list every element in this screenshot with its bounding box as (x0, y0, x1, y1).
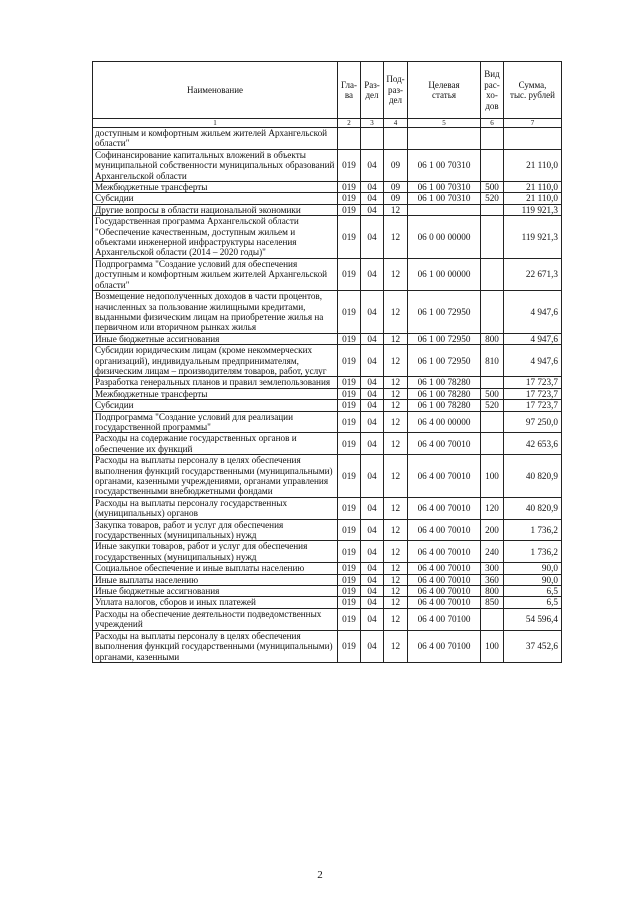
row-subsection-cell: 12 (384, 541, 408, 563)
row-name-cell: Государственная программа Архангельской области "Обеспечение качественным, доступным жильем и объектами инженерной инфраструктуры населения Архангельской области (2014 – 2020 годы)" (93, 216, 338, 259)
row-section-cell: 04 (361, 149, 384, 181)
row-chapter-cell: 019 (338, 574, 361, 585)
row-chapter-cell: 019 (338, 497, 361, 519)
row-type-cell (481, 149, 504, 181)
header-name (93, 62, 338, 119)
row-sum-cell: 42 653,6 (504, 433, 562, 455)
row-subsection-cell: 12 (384, 586, 408, 597)
row-name-cell: Расходы на выплаты персоналу государственных (муниципальных) органов (93, 497, 338, 519)
row-section-cell (361, 128, 384, 150)
budget-table (92, 61, 562, 663)
header-name-text: Наименование (186, 84, 244, 95)
row-chapter-cell: 019 (338, 388, 361, 399)
row-name-cell: Другие вопросы в области национальной экономики (93, 204, 338, 215)
table-row (93, 258, 562, 290)
row-sum-cell: 4 947,6 (504, 333, 562, 344)
row-sum-cell: 40 820,9 (504, 497, 562, 519)
row-chapter-cell: 019 (338, 193, 361, 204)
row-target-cell: 06 4 00 70010 (408, 574, 481, 585)
row-subsection-cell: 09 (384, 149, 408, 181)
row-chapter-cell: 019 (338, 411, 361, 433)
row-name-cell: Подпрограмма "Создание условий для обеспечения доступным и комфортным жильем жителей Архангельской области" (93, 258, 338, 290)
row-chapter-cell: 019 (338, 377, 361, 388)
row-sum-cell (504, 128, 562, 150)
row-subsection-cell: 12 (384, 630, 408, 662)
row-target-cell (408, 128, 481, 150)
row-type-cell: 360 (481, 574, 504, 585)
row-target-cell: 06 4 00 70100 (408, 630, 481, 662)
table-row (93, 519, 562, 541)
col-number: 7 (504, 119, 562, 128)
row-type-cell: 500 (481, 388, 504, 399)
row-subsection-cell: 09 (384, 182, 408, 193)
row-name-cell: Расходы на содержание государственных органов и обеспечение их функций (93, 433, 338, 455)
header-target-text: Целевая статья (428, 79, 460, 100)
row-section-cell: 04 (361, 345, 384, 377)
row-target-cell: 06 1 00 72950 (408, 291, 481, 334)
table-row (93, 541, 562, 563)
row-subsection-cell: 12 (384, 377, 408, 388)
row-target-cell: 06 1 00 78280 (408, 388, 481, 399)
row-section-cell: 04 (361, 216, 384, 259)
row-target-cell (408, 204, 481, 215)
row-section-cell: 04 (361, 291, 384, 334)
row-chapter-cell: 019 (338, 586, 361, 597)
row-section-cell: 04 (361, 630, 384, 662)
row-name-cell: Иные бюджетные ассигнования (93, 333, 338, 344)
row-sum-cell: 90,0 (504, 574, 562, 585)
row-name-cell: Разработка генеральных планов и правил землепользования (93, 377, 338, 388)
row-name-cell: Уплата налогов, сборов и иных платежей (93, 597, 338, 608)
row-subsection-cell: 12 (384, 574, 408, 585)
table-row (93, 563, 562, 574)
row-type-cell: 500 (481, 182, 504, 193)
row-subsection-cell: 12 (384, 563, 408, 574)
row-sum-cell: 17 723,7 (504, 377, 562, 388)
table-row (93, 630, 562, 662)
row-type-cell (481, 258, 504, 290)
table-row (93, 345, 562, 377)
row-target-cell: 06 1 00 78280 (408, 377, 481, 388)
row-subsection-cell (384, 128, 408, 150)
row-target-cell: 06 4 00 70010 (408, 597, 481, 608)
row-section-cell: 04 (361, 258, 384, 290)
row-sum-cell: 40 820,9 (504, 455, 562, 498)
header-subsection (384, 62, 408, 119)
row-type-cell (481, 204, 504, 215)
table-row (93, 574, 562, 585)
row-type-cell: 300 (481, 563, 504, 574)
row-name-cell: Расходы на обеспечение деятельности подведомственных учреждений (93, 608, 338, 630)
row-sum-cell: 21 110,0 (504, 149, 562, 181)
col-number: 3 (361, 119, 384, 128)
row-target-cell: 06 4 00 70100 (408, 608, 481, 630)
row-subsection-cell: 12 (384, 411, 408, 433)
header-subsection-text: Под- раз- дел (386, 74, 405, 106)
row-name-cell: Социальное обеспечение и иные выплаты населению (93, 563, 338, 574)
row-type-cell (481, 608, 504, 630)
row-subsection-cell: 12 (384, 455, 408, 498)
row-target-cell: 06 1 00 70310 (408, 149, 481, 181)
row-subsection-cell: 12 (384, 216, 408, 259)
row-section-cell: 04 (361, 333, 384, 344)
row-section-cell: 04 (361, 563, 384, 574)
table-row (93, 586, 562, 597)
column-number-row (93, 119, 562, 128)
table-row (93, 455, 562, 498)
row-target-cell: 06 4 00 00000 (408, 411, 481, 433)
row-subsection-cell: 12 (384, 433, 408, 455)
row-chapter-cell: 019 (338, 519, 361, 541)
row-subsection-cell: 12 (384, 345, 408, 377)
col-number: 2 (338, 119, 361, 128)
row-type-cell: 240 (481, 541, 504, 563)
row-sum-cell: 119 921,3 (504, 216, 562, 259)
row-subsection-cell: 12 (384, 400, 408, 411)
col-number: 4 (384, 119, 408, 128)
row-subsection-cell: 12 (384, 608, 408, 630)
row-type-cell (481, 291, 504, 334)
row-target-cell: 06 1 00 78280 (408, 400, 481, 411)
row-chapter-cell: 019 (338, 204, 361, 215)
row-section-cell: 04 (361, 455, 384, 498)
row-name-cell: Расходы на выплаты персоналу в целях обеспечения выполнения функций государственными (муниципальными) органами, казенными (93, 630, 338, 662)
row-type-cell: 120 (481, 497, 504, 519)
row-sum-cell: 6,5 (504, 586, 562, 597)
table-row (93, 433, 562, 455)
row-section-cell: 04 (361, 541, 384, 563)
row-sum-cell: 4 947,6 (504, 291, 562, 334)
row-chapter-cell: 019 (338, 563, 361, 574)
row-chapter-cell: 019 (338, 400, 361, 411)
row-name-cell: Иные выплаты населению (93, 574, 338, 585)
row-type-cell (481, 128, 504, 150)
table-row (93, 377, 562, 388)
row-chapter-cell: 019 (338, 630, 361, 662)
row-section-cell: 04 (361, 574, 384, 585)
row-sum-cell: 54 596,4 (504, 608, 562, 630)
row-type-cell: 800 (481, 586, 504, 597)
row-section-cell: 04 (361, 182, 384, 193)
header-sum-text: Сумма, тыс. рублей (510, 79, 555, 100)
row-subsection-cell: 09 (384, 193, 408, 204)
row-type-cell (481, 411, 504, 433)
row-target-cell: 06 4 00 70010 (408, 563, 481, 574)
row-chapter-cell: 019 (338, 455, 361, 498)
row-target-cell: 06 4 00 70010 (408, 497, 481, 519)
row-type-cell: 800 (481, 333, 504, 344)
row-name-cell: Межбюджетные трансферты (93, 182, 338, 193)
row-chapter-cell: 019 (338, 291, 361, 334)
row-sum-cell: 1 736,2 (504, 519, 562, 541)
row-section-cell: 04 (361, 519, 384, 541)
row-target-cell: 06 1 00 70310 (408, 182, 481, 193)
table-row (93, 497, 562, 519)
row-section-cell: 04 (361, 400, 384, 411)
row-sum-cell: 6,5 (504, 597, 562, 608)
row-sum-cell: 119 921,3 (504, 204, 562, 215)
row-type-cell (481, 216, 504, 259)
row-sum-cell: 37 452,6 (504, 630, 562, 662)
row-sum-cell: 22 671,3 (504, 258, 562, 290)
row-type-cell: 100 (481, 455, 504, 498)
row-target-cell: 06 4 00 70010 (408, 519, 481, 541)
row-type-cell: 520 (481, 193, 504, 204)
row-type-cell: 810 (481, 345, 504, 377)
row-sum-cell: 1 736,2 (504, 541, 562, 563)
row-section-cell: 04 (361, 388, 384, 399)
row-section-cell: 04 (361, 608, 384, 630)
row-name-cell: Возмещение недополученных доходов в части процентов, начисленных за пользование жилищными кредитами, выданными физическим лицам на приобретение жилья на первичном или вторичном рынках жилья (93, 291, 338, 334)
row-type-cell: 100 (481, 630, 504, 662)
row-name-cell: Субсидии юридическим лицам (кроме некоммерческих организаций), индивидуальным предпринимателям, физическим лицам – производителям товаров, работ, услуг (93, 345, 338, 377)
row-subsection-cell: 12 (384, 291, 408, 334)
row-section-cell: 04 (361, 597, 384, 608)
header-section (361, 62, 384, 119)
row-chapter-cell: 019 (338, 216, 361, 259)
row-chapter-cell: 019 (338, 608, 361, 630)
header-type (481, 62, 504, 119)
row-section-cell: 04 (361, 193, 384, 204)
row-target-cell: 06 1 00 70310 (408, 193, 481, 204)
row-name-cell: Иные бюджетные ассигнования (93, 586, 338, 597)
row-section-cell: 04 (361, 497, 384, 519)
row-type-cell: 850 (481, 597, 504, 608)
row-section-cell: 04 (361, 586, 384, 597)
row-subsection-cell: 12 (384, 497, 408, 519)
row-target-cell: 06 4 00 70010 (408, 586, 481, 597)
row-target-cell: 06 4 00 70010 (408, 541, 481, 563)
row-section-cell: 04 (361, 411, 384, 433)
row-subsection-cell: 12 (384, 519, 408, 541)
row-subsection-cell: 12 (384, 258, 408, 290)
row-name-cell: Межбюджетные трансферты (93, 388, 338, 399)
col-number: 5 (408, 119, 481, 128)
row-chapter-cell: 019 (338, 149, 361, 181)
header-row (93, 62, 562, 119)
header-chapter-text: Гла- ва (340, 79, 357, 100)
col-number: 6 (481, 119, 504, 128)
row-name-cell: Субсидии (93, 400, 338, 411)
col-number: 1 (93, 119, 338, 128)
row-sum-cell: 97 250,0 (504, 411, 562, 433)
row-type-cell: 520 (481, 400, 504, 411)
header-section-text: Раз- дел (364, 79, 380, 100)
row-sum-cell: 21 110,0 (504, 193, 562, 204)
table-body (93, 128, 562, 663)
budget-table-sheet (92, 61, 558, 663)
row-chapter-cell: 019 (338, 345, 361, 377)
row-chapter-cell: 019 (338, 597, 361, 608)
table-row (93, 216, 562, 259)
table-row (93, 400, 562, 411)
row-sum-cell: 21 110,0 (504, 182, 562, 193)
table-row (93, 597, 562, 608)
row-type-cell (481, 433, 504, 455)
row-name-cell: доступным и комфортным жильем жителей Архангельской области" (93, 128, 338, 150)
table-row (93, 149, 562, 181)
table-row (93, 608, 562, 630)
row-chapter-cell: 019 (338, 258, 361, 290)
row-sum-cell: 4 947,6 (504, 345, 562, 377)
row-target-cell: 06 1 00 72950 (408, 333, 481, 344)
table-row (93, 291, 562, 334)
row-name-cell: Расходы на выплаты персоналу в целях обеспечения выполнения функций государственными (муниципальными) органами, казенными учреждениями, органами управления государственными внебюджетными фондами (93, 455, 338, 498)
row-type-cell (481, 377, 504, 388)
row-name-cell: Закупка товаров, работ и услуг для обеспечения государственных (муниципальных) нужд (93, 519, 338, 541)
table-row (93, 193, 562, 204)
row-subsection-cell: 12 (384, 204, 408, 215)
row-chapter-cell: 019 (338, 541, 361, 563)
row-chapter-cell (338, 128, 361, 150)
row-subsection-cell: 12 (384, 388, 408, 399)
row-target-cell: 06 1 00 72950 (408, 345, 481, 377)
row-target-cell: 06 4 00 70010 (408, 433, 481, 455)
row-name-cell: Субсидии (93, 193, 338, 204)
row-target-cell: 06 4 00 70010 (408, 455, 481, 498)
row-sum-cell: 17 723,7 (504, 400, 562, 411)
table-row (93, 411, 562, 433)
row-chapter-cell: 019 (338, 182, 361, 193)
row-type-cell: 200 (481, 519, 504, 541)
row-name-cell: Иные закупки товаров, работ и услуг для обеспечения государственных (муниципальных) нужд (93, 541, 338, 563)
table-row (93, 388, 562, 399)
table-row (93, 204, 562, 215)
table-row (93, 128, 562, 150)
header-target (408, 62, 481, 119)
row-sum-cell: 90,0 (504, 563, 562, 574)
row-section-cell: 04 (361, 204, 384, 215)
table-row (93, 333, 562, 344)
row-name-cell: Софинансирование капитальных вложений в объекты муниципальной собственности муниципальных образований Архангельской области (93, 149, 338, 181)
row-chapter-cell: 019 (338, 333, 361, 344)
row-target-cell: 06 1 00 00000 (408, 258, 481, 290)
row-target-cell: 06 0 00 00000 (408, 216, 481, 259)
row-sum-cell: 17 723,7 (504, 388, 562, 399)
row-name-cell: Подпрограмма "Создание условий для реализации государственной программы" (93, 411, 338, 433)
row-subsection-cell: 12 (384, 597, 408, 608)
row-subsection-cell: 12 (384, 333, 408, 344)
header-chapter (338, 62, 361, 119)
header-type-text: Вид рас- хо- дов (484, 69, 500, 111)
page-number: 2 (317, 869, 323, 881)
row-section-cell: 04 (361, 433, 384, 455)
row-chapter-cell: 019 (338, 433, 361, 455)
table-row (93, 182, 562, 193)
header-sum (504, 62, 562, 119)
row-section-cell: 04 (361, 377, 384, 388)
